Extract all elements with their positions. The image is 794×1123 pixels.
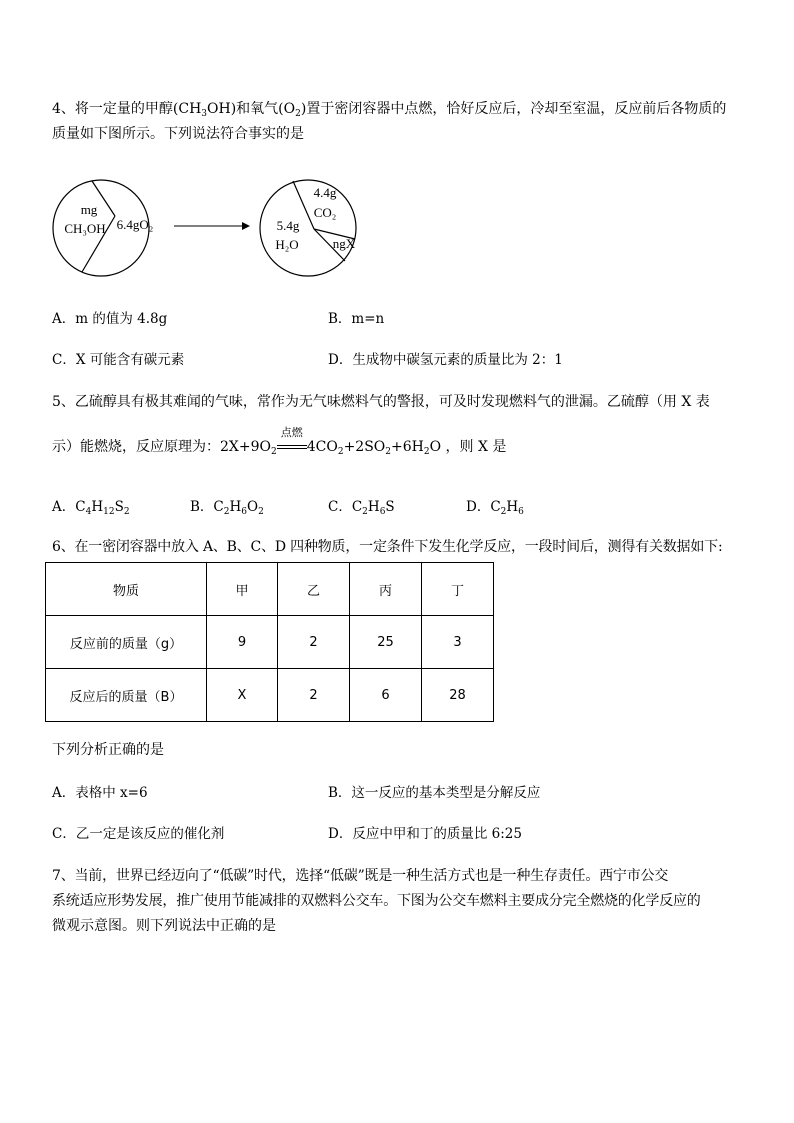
q6-option-c[interactable]: C．乙一定是该反应的催化剂	[52, 826, 225, 842]
q5-stem-line2: 示）能燃烧，反应原理为：$2X+9O_2$ 点燃 $4CO_2+2SO_2+6H_2O$ ，则 X 是	[52, 426, 507, 457]
reaction-condition: 点燃	[277, 437, 307, 457]
left-pie-mass-label: mg	[80, 202, 98, 217]
q6-option-b[interactable]: B．这一反应的基本类型是分解反应	[328, 785, 541, 801]
right-pie-h2o-mass: 5.4g	[276, 218, 300, 233]
q6-stem-line1: 6、在一密闭容器中放入 A、B、C、D 四种物质，一定条件下发生化学反应，一段时间后，测得有关数据如下:	[52, 539, 723, 555]
table-cell: 28	[422, 669, 494, 722]
q7-stem-line1: 7、当前，世界已经迈向了“低碳”时代，选择“低碳”既是一种生活方式也是一种生存责任。西宁市公交	[52, 868, 669, 884]
q4-option-a[interactable]: A．m 的值为 4.8g	[52, 311, 168, 327]
table-row	[46, 669, 494, 722]
table-cell: 9	[207, 616, 278, 669]
left-pie-o2-label: 6.4gO₂	[116, 217, 154, 232]
q4-option-b[interactable]: B．m=n	[328, 311, 385, 327]
q6-option-a[interactable]: A．表格中 x=6	[52, 785, 148, 801]
q5-option-a[interactable]: A．$C_4H_{12}S_2$	[52, 499, 130, 517]
q4-option-c[interactable]: C．X 可能含有碳元素	[52, 352, 185, 368]
table-header-cell: 乙	[278, 563, 350, 616]
table-cell: 3	[422, 616, 494, 669]
table-cell: 2	[278, 616, 350, 669]
table-cell: X	[207, 669, 278, 722]
q4-stem-line2: 质量如下图所示。下列说法符合事实的是	[52, 126, 304, 142]
table-header-cell: 甲	[207, 563, 278, 616]
q4-mass-pie-figure	[52, 170, 382, 290]
table-header-cell: 物质	[46, 563, 207, 616]
table-header-cell: 丙	[350, 563, 422, 616]
q5-stem-line1: 5、乙硫醇具有极其难闻的气味，常作为无气味燃料气的警报，可及时发现燃料气的泄漏。乙硫醇（用 X 表	[52, 394, 710, 410]
table-row	[46, 616, 494, 669]
q7-stem-line3: 微观示意图。则下列说法中正确的是	[52, 918, 276, 934]
q5-option-c[interactable]: C．$C_2H_6S$	[328, 499, 395, 517]
right-pie-circle	[260, 180, 356, 276]
right-pie-co2-label: CO₂	[313, 205, 337, 220]
q5-option-b[interactable]: B．$C_2H_6O_2$	[190, 499, 264, 517]
reaction-arrow-head	[242, 222, 250, 230]
q6-data-table	[45, 562, 494, 722]
table-header-cell: 丁	[422, 563, 494, 616]
q6-after-table-text: 下列分析正确的是	[52, 742, 164, 758]
table-cell: 反应后的质量（B）	[46, 669, 207, 722]
table-cell: 6	[350, 669, 422, 722]
table-header-row	[46, 563, 494, 616]
table-cell: 2	[278, 669, 350, 722]
right-pie-x-label: ngX	[332, 236, 356, 251]
q4-option-d[interactable]: D．生成物中碳氢元素的质量比为 2：1	[328, 352, 563, 368]
q5-option-d[interactable]: D．$C_2H_6$	[466, 499, 524, 517]
left-pie-formula-label: CH₃OH	[64, 221, 106, 236]
table-cell: 25	[350, 616, 422, 669]
right-pie-co2-mass: 4.4g	[313, 185, 337, 200]
q6-option-d[interactable]: D．反应中甲和丁的质量比 6:25	[328, 826, 522, 842]
right-pie-h2o-label: H₂O	[275, 237, 299, 252]
q4-stem-line1: 4、将一定量的甲醇$(CH_3OH)$和氧气$(O_2)$置于密闭容器中点燃，恰好反应后，冷却至室温，反应前后各物质的	[52, 101, 727, 119]
q7-stem-line2: 系统适应形势发展，推广使用节能减排的双燃料公交车。下图为公交车燃料主要成分完全燃烧的化学反应的	[52, 893, 701, 909]
table-cell: 反应前的质量（g）	[46, 616, 207, 669]
